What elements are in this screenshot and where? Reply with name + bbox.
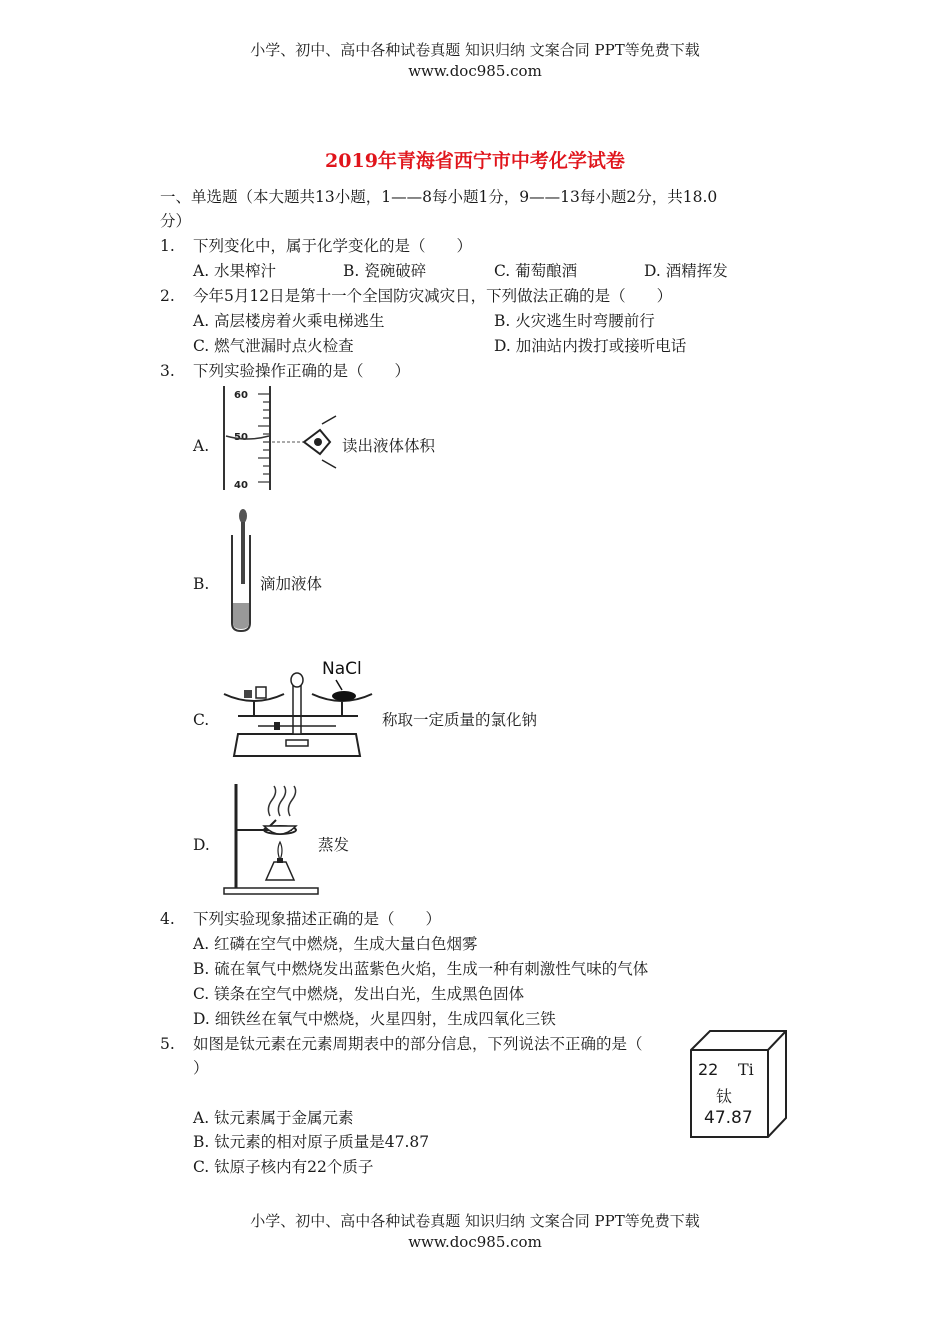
nacl-label: NaCl <box>322 659 362 679</box>
option-d: D. 细铁丝在氧气中燃烧，火星四射，生成四氧化三铁 <box>193 1010 556 1028</box>
question-stem: 下列变化中，属于化学变化的是（ ） <box>193 237 473 255</box>
test-tube-liquid <box>233 603 249 629</box>
option-a: A. 红磷在空气中燃烧，生成大量白色烟雾 <box>193 935 478 953</box>
balance-scale-figure <box>218 656 378 768</box>
weight-icon <box>244 690 252 698</box>
dropper-bulb-icon <box>239 509 247 523</box>
tick-label-60: 60 <box>234 390 248 401</box>
stand-base <box>224 888 318 894</box>
option-b: B. 火灾逃生时弯腰前行 <box>494 312 655 330</box>
option-a: A. 高层楼房着火乘电梯逃生 <box>193 312 385 330</box>
element-symbol: Ti <box>738 1060 754 1079</box>
balance-rider <box>274 722 280 730</box>
question-stem: 如图是钛元素在元素周期表中的部分信息，下列说法不正确的是（ <box>193 1035 643 1053</box>
evaporation-figure <box>222 784 322 896</box>
question-number: 5. <box>160 1035 175 1053</box>
option-b: B. 钛元素的相对原子质量是47.87 <box>193 1133 430 1151</box>
header-website-link[interactable]: www.doc985.com <box>408 62 542 80</box>
option-c: C. 镁条在空气中燃烧，发出白光，生成黑色固体 <box>193 985 525 1003</box>
dropper-tube <box>241 522 245 584</box>
page-title: 2019年青海省西宁市中考化学试卷 <box>325 150 625 172</box>
option-a: A. 水果榨汁 <box>193 262 277 280</box>
question-number: 4. <box>160 910 175 928</box>
option-b-text: 滴加液体 <box>260 575 323 593</box>
option-d-text: 蒸发 <box>318 836 350 854</box>
option-b: B. 硫在氧气中燃烧发出蓝紫色火焰，生成一种有刺激性气味的气体 <box>193 960 649 978</box>
glass-rod <box>270 820 276 826</box>
option-c: C. 燃气泄漏时点火检查 <box>193 337 354 355</box>
header-promo-text: 小学、初中、高中各种试卷真题 知识归纳 文案合同 PPT等免费下载 <box>250 41 700 59</box>
section-heading: 一、单选题（本大题共13小题，1——8每小题1分，9——13每小题2分，共18.0 <box>160 188 718 206</box>
option-d-letter: D. <box>193 836 210 854</box>
nacl-pile <box>332 691 356 701</box>
question-number: 2. <box>160 287 175 305</box>
option-c: C. 葡萄酿酒 <box>494 262 578 280</box>
question-stem: 下列实验操作正确的是（ ） <box>193 362 411 380</box>
option-d: D. 加油站内拨打或接听电话 <box>494 337 687 355</box>
option-c: C. 钛原子核内有22个质子 <box>193 1158 374 1176</box>
question-stem: 今年5月12日是第十一个全国防灾减灾日，下列做法正确的是（ ） <box>193 287 673 305</box>
dropper-test-tube-figure <box>226 507 256 635</box>
option-b: B. 瓷碗破碎 <box>343 262 427 280</box>
option-a-letter: A. <box>193 437 210 455</box>
weight-icon <box>256 687 266 698</box>
question-stem: 下列实验现象描述正确的是（ ） <box>193 910 442 928</box>
periodic-table-tile <box>690 1030 788 1138</box>
footer-promo-text: 小学、初中、高中各种试卷真题 知识归纳 文案合同 PPT等免费下载 <box>250 1212 700 1230</box>
left-pan <box>224 694 284 701</box>
option-b-letter: B. <box>193 575 210 593</box>
footer-website-link[interactable]: www.doc985.com <box>408 1233 542 1251</box>
lamp-wick <box>277 858 283 863</box>
question-stem-cont: ） <box>193 1059 209 1077</box>
element-name: 钛 <box>716 1087 733 1106</box>
flame-icon <box>278 842 282 860</box>
tick-label-40: 40 <box>234 480 248 491</box>
eye-pupil-icon <box>314 438 322 446</box>
cylinder-reading-figure <box>212 386 347 492</box>
option-c-text: 称取一定质量的氯化钠 <box>382 711 538 729</box>
option-a: A. 钛元素属于金属元素 <box>193 1109 354 1127</box>
option-a-text: 读出液体体积 <box>342 437 436 455</box>
question-number: 1. <box>160 237 175 255</box>
section-heading-cont: 分） <box>160 212 192 230</box>
balance-pointer-icon <box>291 673 303 687</box>
atomic-mass: 47.87 <box>704 1108 753 1128</box>
alcohol-lamp <box>266 862 294 880</box>
nacl-arrow <box>336 680 342 690</box>
option-d: D. 酒精挥发 <box>644 262 728 280</box>
question-number: 3. <box>160 362 175 380</box>
atomic-number: 22 <box>698 1060 719 1079</box>
tick-label-50: 50 <box>234 432 248 443</box>
option-c-letter: C. <box>193 711 210 729</box>
balance-base-slot <box>286 740 308 746</box>
vapor-icon <box>268 786 275 816</box>
